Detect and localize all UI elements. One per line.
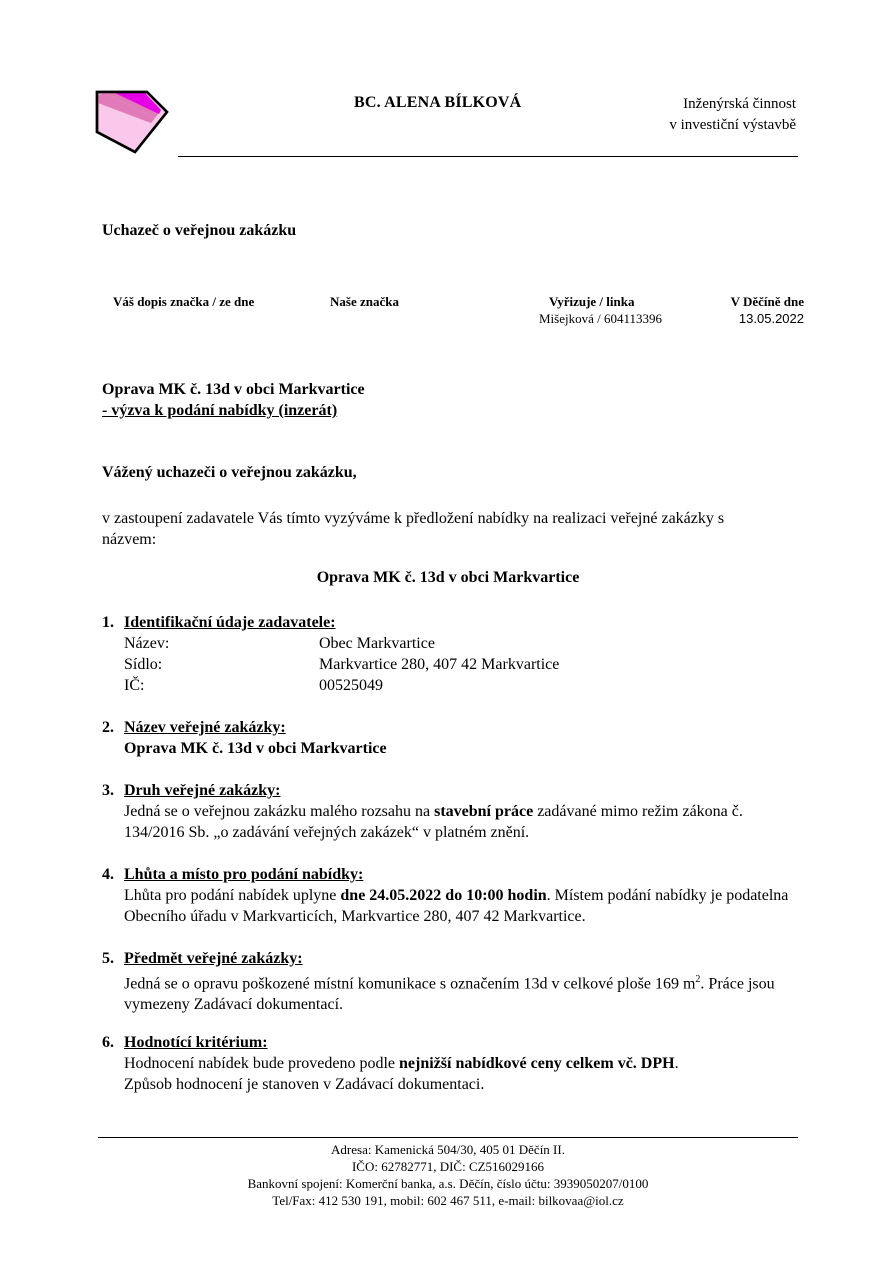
section-number: 6. — [102, 1034, 114, 1051]
section-1 — [102, 612, 802, 696]
body-text: . Práce jsou vymezeny Zadávací dokumentací. — [124, 975, 775, 1014]
info-row — [124, 654, 802, 675]
header-divider — [178, 156, 798, 157]
section-5 — [102, 948, 802, 1015]
tagline-line-2: v investiční výstavbě — [669, 117, 796, 133]
footer — [0, 1141, 896, 1209]
section-body — [124, 1053, 802, 1095]
section-heading: Identifikační údaje zadavatele: — [124, 614, 336, 631]
section-body: Oprava MK č. 13d v obci Markvartice — [124, 740, 387, 757]
section-body — [124, 633, 802, 696]
recipient: Uchazeč o veřejnou zakázku — [102, 222, 297, 239]
handled-by-label: Vyřizuje / linka — [549, 294, 635, 309]
info-value: Markvartice 280, 407 42 Markvartice — [319, 656, 560, 673]
section-body — [124, 885, 802, 927]
company-logo — [95, 90, 169, 156]
body-bold-text: stavební práce — [434, 803, 534, 820]
info-key: IČ: — [124, 677, 145, 694]
section-2 — [102, 717, 802, 759]
place-date-label: V Děčíně dne — [730, 294, 804, 309]
section-heading: Druh veřejné zakázky: — [124, 782, 281, 799]
body-text: Hodnocení nabídek bude provedeno podle — [124, 1055, 400, 1072]
letter-date: 13.05.2022 — [738, 311, 804, 326]
section-number: 3. — [102, 782, 114, 799]
info-key: Název: — [124, 635, 170, 652]
body-line: Způsob hodnocení je stanoven v Zadávací dokumentaci. — [124, 1076, 485, 1093]
section-number: 1. — [102, 614, 114, 631]
body-text: Lhůta pro podání nabídek uplyne — [124, 887, 341, 904]
section-3 — [102, 780, 802, 843]
section-number: 2. — [102, 719, 114, 736]
body-text: zadávané mimo režim zákona č. 134/2016 Sb. „o zadávání veřejných zakázek“ v platném znění. — [124, 803, 743, 841]
body-text: Jedná se o veřejnou zakázku malého rozsahu na — [124, 803, 435, 820]
intro-paragraph: v zastoupení zadavatele Vás tímto vyzýváme k předložení nabídky na realizaci veřejné zakázky s názvem: — [102, 510, 725, 548]
body-text: . Místem podání nabídky je podatelna Obecního úřadu v Markvarticích, Markvartice 280, 407 42 Markvartice. — [124, 887, 789, 925]
letter-subject — [102, 379, 365, 421]
info-value: 00525049 — [319, 677, 383, 694]
footer-contact: Tel/Fax: 412 530 191, mobil: 602 467 511, e-mail: bilkovaa@iol.cz — [272, 1193, 624, 1208]
footer-bank: Bankovní spojení: Komerční banka, a.s. Děčín, číslo účtu: 3939050207/0100 — [247, 1176, 649, 1191]
body-text: Jedná se o opravu poškozené místní komunikace s označením 13d v celkové ploše 169 m — [124, 975, 696, 993]
tagline-line-1: Inženýrská činnost — [683, 96, 796, 112]
your-letter-label: Váš dopis značka / ze dne — [113, 294, 255, 309]
our-ref-label: Naše značka — [330, 294, 399, 309]
company-name: BC. ALENA BÍLKOVÁ — [354, 94, 522, 111]
section-number: 5. — [102, 950, 114, 967]
info-key: Sídlo: — [124, 656, 163, 673]
section-4 — [102, 864, 802, 927]
subject-line-2: - výzva k podání nabídky (inzerát) — [102, 402, 338, 419]
section-heading: Lhůta a místo pro podání nabídky: — [124, 866, 364, 883]
handled-by-value: Mišejková / 604113396 — [539, 311, 663, 326]
contract-title: Oprava MK č. 13d v obci Markvartice — [316, 569, 580, 586]
section-heading: Předmět veřejné zakázky: — [124, 950, 303, 967]
section-body — [124, 969, 802, 1015]
body-text: . — [674, 1055, 679, 1072]
footer-ids: IČO: 62782771, DIČ: CZ516029166 — [351, 1159, 545, 1174]
section-heading: Název veřejné zakázky: — [124, 719, 286, 736]
footer-divider — [98, 1137, 798, 1138]
body-bold-text: dne 24.05.2022 do 10:00 hodin — [340, 887, 547, 904]
subject-line-1: Oprava MK č. 13d v obci Markvartice — [102, 381, 365, 398]
body-line — [124, 1053, 802, 1074]
info-row — [124, 675, 802, 696]
section-number: 4. — [102, 866, 114, 883]
info-row — [124, 633, 802, 654]
superscript: 2 — [695, 974, 701, 985]
info-value: Obec Markvartice — [319, 635, 435, 652]
body-bold-text: nejnižší nabídkové ceny celkem vč. DPH — [399, 1055, 675, 1072]
section-body — [124, 801, 794, 843]
section-6 — [102, 1032, 802, 1095]
company-tagline — [669, 94, 796, 136]
section-heading: Hodnotící kritérium: — [124, 1034, 268, 1051]
greeting: Vážený uchazeči o veřejnou zakázku, — [102, 464, 357, 481]
footer-address: Adresa: Kamenická 504/30, 405 01 Děčín II. — [331, 1142, 565, 1157]
